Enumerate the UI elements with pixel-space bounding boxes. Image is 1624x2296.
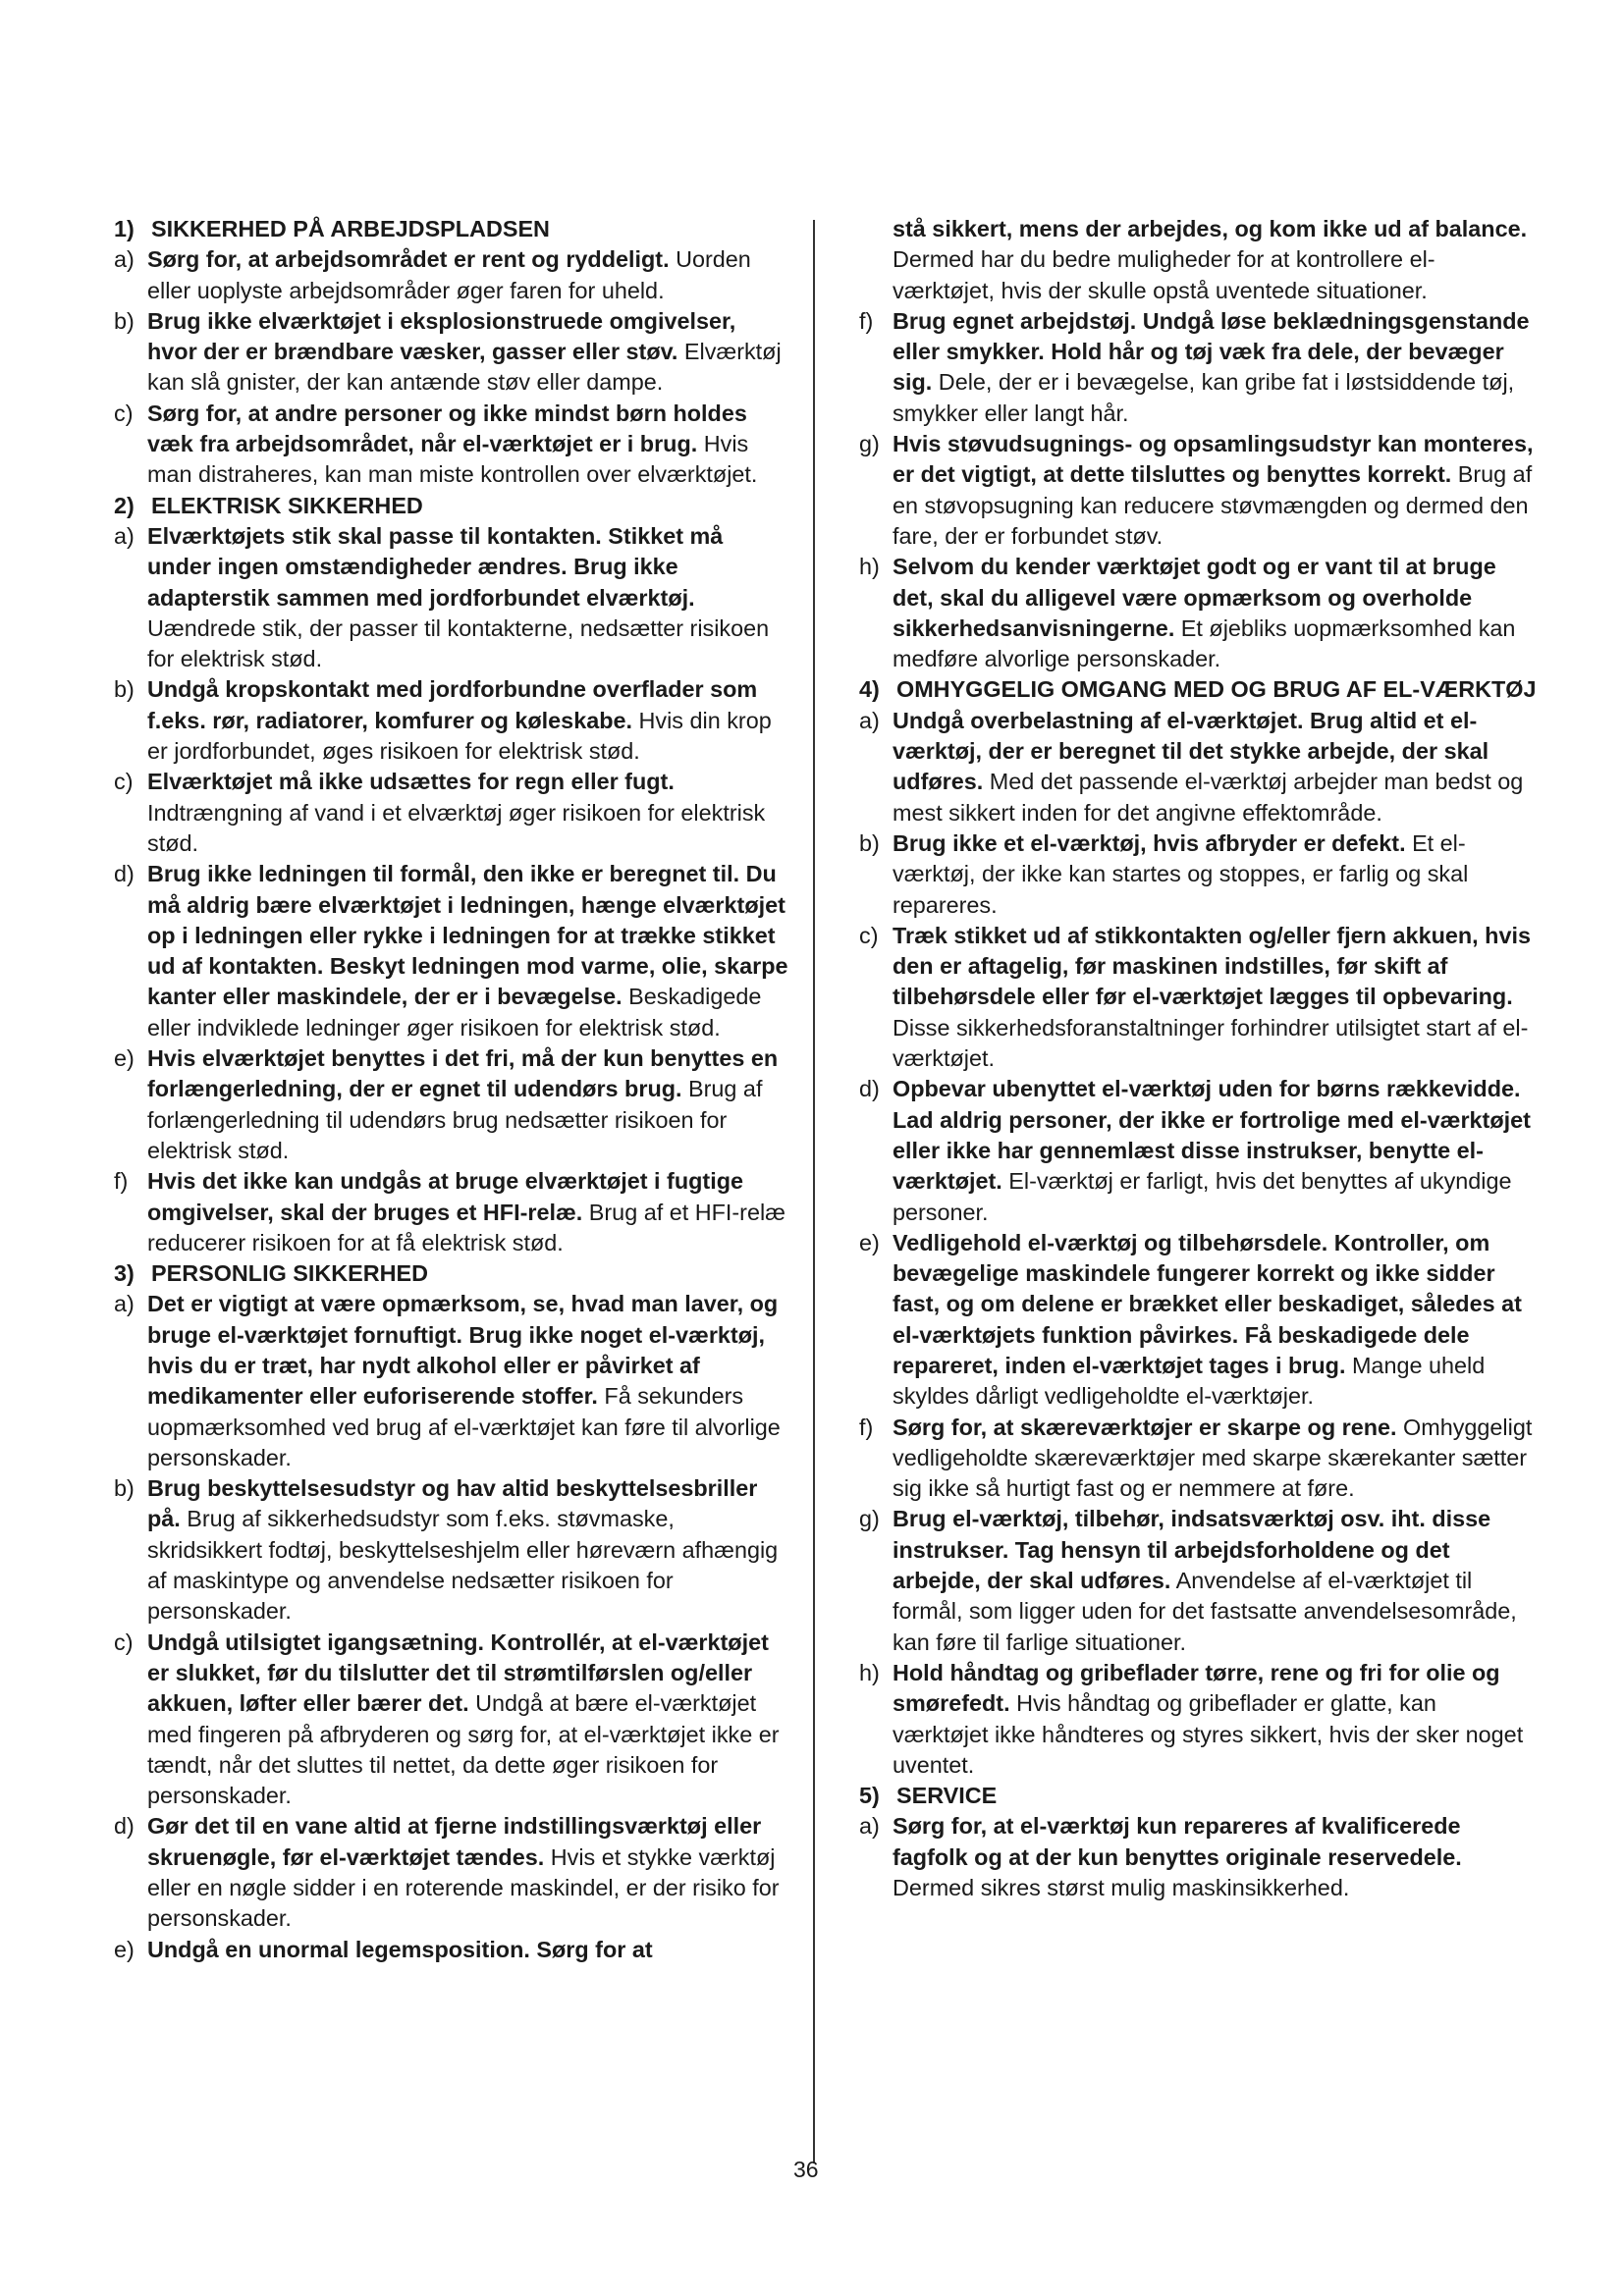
item-bold-text: Opbevar ubenyttet el-værktøj uden for børns rækkevidde. Lad aldrig personer, der ikke er fortrolige med el-værktøjet eller ikke har gennemlæst disse instrukser, benytte el-værktøjet.: [893, 1076, 1531, 1195]
item-text: Brug af forlængerledning til udendørs brug nedsætter risikoen for elektrisk stød.: [147, 1076, 763, 1163]
item-letter: f): [859, 307, 874, 334]
item-letter: f): [859, 1414, 874, 1440]
item-text: Hvis man distraheres, kan man miste kontrollen over elværktøjet.: [147, 431, 758, 488]
item-letter: b): [114, 1475, 135, 1502]
list-item: [859, 1228, 1537, 1413]
list-item: [859, 552, 1537, 674]
item-letter: f): [114, 1168, 129, 1195]
item-text: Uændrede stik, der passer til kontakterne, nedsætter risikoen for elektrisk stød.: [147, 614, 770, 672]
list-item: [114, 1289, 791, 1473]
item-letter: g): [859, 1506, 880, 1532]
item-text: Dermed sikres størst mulig maskinsikkerhed.: [893, 1875, 1350, 1901]
item-bold-text: Undgå overbelastning af el-værktøjet. Brug altid et el-værktøj, der er beregnet til det stykke arbejde, der skal udføres.: [893, 707, 1489, 795]
section-heading: [114, 1258, 791, 1289]
list-item: [114, 306, 791, 399]
left-column: [114, 214, 791, 1965]
item-bold-text: Brug el-værktøj, tilbehør, indsatsværktøj osv. iht. disse instrukser. Tag hensyn til arbejdsforholdene og det arbejde, der skal udføres.: [893, 1506, 1491, 1594]
item-text: Få sekunders uopmærksomhed ved brug af el-værktøjet kan føre til alvorlige personskader.: [147, 1383, 781, 1470]
item-text: Hvis din krop er jordforbundet, øges risikoen for elektrisk stød.: [147, 707, 772, 765]
list-item: [114, 1811, 791, 1934]
list-item: [859, 828, 1537, 921]
item-bold-text: Sørg for, at arbejdsområdet er rent og ryddeligt.: [147, 246, 670, 273]
item-text: Brug af en støvopsugning kan reducere støvmængden og dermed den fare, der er forbundet støv.: [893, 461, 1533, 549]
item-bold-text: Hold håndtag og gribeflader tørre, rene og fri for olie og smørefedt.: [893, 1659, 1500, 1717]
item-bold-text: Gør det til en vane altid at fjerne indstillingsværktøj eller skruenøgle, før el-værktøjet tændes.: [147, 1813, 762, 1870]
item-letter: c): [114, 1629, 134, 1655]
section-title: OMHYGGELIG OMGANG MED OG BRUG AF EL-VÆRKTØJ: [896, 676, 1537, 703]
item-text: Uorden eller uoplyste arbejdsområder øger faren for uheld.: [147, 246, 751, 303]
section-number: 1): [114, 216, 135, 241]
item-text: Dermed har du bedre muligheder for at kontrollere el-værktøjet, hvis der skulle opstå uventede situationer.: [893, 246, 1435, 303]
section-heading: [114, 214, 791, 244]
item-bold-text: Det er vigtigt at være opmærksom, se, hvad man laver, og bruge el-værktøjet fornuftigt. Brug ikke noget el-værktøj, hvis du er træt, har nydt alkohol eller er påvirket af medikamenter eller euforiserende stoffer.: [147, 1291, 779, 1410]
item-bold-text: Vedligehold el-værktøj og tilbehørsdele. Kontroller, om bevægelige maskindele fungerer korrekt og ikke sidder fast, og om delene er brækket eller beskadiget, således at el-værktøjets funktion påvirkes. Få beskadigede dele repareret, inden el-værktøjet tages i brug.: [893, 1229, 1522, 1378]
item-bold-text: Sørg for, at skæreværktøjer er skarpe og rene.: [893, 1414, 1397, 1440]
list-item: [114, 1628, 791, 1812]
item-bold-text: Undgå kropskontakt med jordforbundne overflader som f.eks. rør, radiatorer, komfurer og køleskabe.: [147, 676, 758, 733]
list-item: [114, 674, 791, 767]
column-divider: [813, 220, 815, 2163]
list-item: [859, 1658, 1537, 1781]
item-letter: a): [859, 707, 880, 733]
list-item-continuation: [859, 214, 1537, 306]
item-bold-text: Sørg for, at el-værktøj kun repareres af kvalificerede fagfolk og at der kun benyttes originale reservedele.: [893, 1813, 1462, 1870]
list-item: [859, 1074, 1537, 1227]
section-number: 4): [859, 676, 880, 703]
section-title: SERVICE: [896, 1783, 998, 1809]
item-bold-text: Brug egnet arbejdstøj. Undgå løse beklædningsgenstande eller smykker. Hold hår og tøj væk fra dele, der bevæger sig.: [893, 307, 1530, 396]
list-item: [859, 1811, 1537, 1903]
item-bold-text: Hvis støvudsugnings- og opsamlingsudstyr kan monteres, er det vigtigt, at dette tilsluttes og benyttes korrekt.: [893, 431, 1534, 488]
item-letter: g): [859, 431, 880, 457]
item-text: Et øjebliks uopmærksomhed kan medføre alvorlige personskader.: [893, 614, 1516, 672]
item-letter: a): [859, 1813, 880, 1840]
item-letter: b): [114, 307, 135, 334]
item-bold-text: Elværktøjet må ikke udsættes for regn eller fugt.: [147, 769, 675, 795]
item-text: Hvis et stykke værktøj eller en nøgle sidder i en roterende maskindel, er der risiko for personskader.: [147, 1843, 780, 1932]
section-title: PERSONLIG SIKKERHED: [151, 1260, 429, 1287]
item-text: Brug af sikkerhedsudstyr som f.eks. støvmaske, skridsikkert fodtøj, beskyttelseshjelm eller høreværn afhængig af maskintype og anvendelse nedsætter risikoen for personskader.: [147, 1506, 779, 1625]
item-letter: e): [114, 1045, 135, 1072]
list-item: [114, 1166, 791, 1258]
right-column: [859, 214, 1537, 1903]
item-letter: d): [859, 1076, 880, 1102]
item-bold-text: Elværktøjets stik skal passe til kontakten. Stikket må under ingen omstændigheder ændres. Brug ikke adapterstik sammen med jordforbundet elværktøj.: [147, 522, 724, 611]
section-heading: [859, 674, 1537, 705]
list-item: [859, 429, 1537, 552]
item-bold-text: stå sikkert, mens der arbejdes, og kom ikke ud af balance.: [893, 216, 1528, 241]
item-letter: b): [114, 676, 135, 703]
item-letter: c): [114, 769, 134, 795]
item-text: Beskadigede eller indviklede ledninger øger risikoen for elektrisk stød.: [147, 984, 762, 1041]
section-heading: [859, 1781, 1537, 1811]
item-bold-text: Træk stikket ud af stikkontakten og/eller fjern akkuen, hvis den er aftagelig, før maskinen indstilles, før skift af tilbehørsdele eller før el-værktøjet lægges til opbevaring.: [893, 922, 1531, 1010]
item-text: Mange uheld skyldes dårligt vedligeholdte el-værktøjer.: [893, 1352, 1486, 1410]
item-text: Indtrængning af vand i et elværktøj øger risikoen for elektrisk stød.: [147, 799, 766, 856]
list-item: [114, 521, 791, 674]
item-letter: h): [859, 1659, 880, 1685]
item-letter: h): [859, 554, 880, 580]
item-text: Hvis håndtag og gribeflader er glatte, kan værktøjet ikke håndteres og styres sikkert, hvis der sker noget uventet.: [893, 1690, 1524, 1778]
item-letter: d): [114, 861, 135, 887]
item-text: Dele, der er i bevægelse, kan gribe fat i løstsiddende tøj, smykker eller langt hår.: [893, 369, 1515, 426]
list-item: [114, 1935, 791, 1965]
section-number: 3): [114, 1260, 135, 1287]
item-bold-text: Hvis det ikke kan undgås at bruge elværktøjet i fugtige omgivelser, skal der bruges et HFI-relæ.: [147, 1168, 744, 1225]
item-text: Disse sikkerhedsforanstaltninger forhindrer utilsigtet start af el-værktøjet.: [893, 1014, 1529, 1072]
list-item: [114, 859, 791, 1043]
item-letter: b): [859, 829, 880, 856]
item-text: Omhyggeligt vedligeholdte skæreværktøjer med skarpe skærekanter sætter sig ikke så hurtigt fast og er nemmere at føre.: [893, 1414, 1533, 1502]
item-text: Et el-værktøj, der ikke kan startes og stoppes, er farlig og skal repareres.: [893, 829, 1469, 918]
list-item: [859, 1413, 1537, 1505]
item-bold-text: Brug ikke et el-værktøj, hvis afbryder er defekt.: [893, 829, 1406, 856]
item-letter: c): [859, 922, 879, 948]
list-item: [859, 1504, 1537, 1657]
list-item: [114, 1043, 791, 1166]
item-bold-text: Sørg for, at andre personer og ikke mindst børn holdes væk fra arbejdsområdet, når el-værktøjet er i brug.: [147, 400, 747, 457]
item-bold-text: Selvom du kender værktøjet godt og er vant til at bruge det, skal du alligevel være opmærksom og overholde sikkerhedsanvisningerne.: [893, 554, 1496, 641]
item-bold-text: Undgå utilsigtet igangsætning. Kontrollér, at el-værktøjet er slukket, før du tilslutter det til strømtilførslen og/eller akkuen, løfter eller bærer det.: [147, 1629, 769, 1717]
list-item: [114, 399, 791, 491]
item-text: El-værktøj er farligt, hvis det benyttes af ukyndige personer.: [893, 1168, 1512, 1225]
item-bold-text: Brug beskyttelsesudstyr og hav altid beskyttelsesbriller på.: [147, 1475, 758, 1532]
item-text: Med det passende el-værktøj arbejder man bedst og mest sikkert inden for det angivne effektområde.: [893, 769, 1524, 826]
item-bold-text: Brug ikke ledningen til formål, den ikke er beregnet til. Du må aldrig bære elværktøjet i ledningen, hænge elværktøjet op i ledningen eller rykke i ledningen for at trække stikket ud af kontakten. Beskyt ledningen mod varme, olie, skarpe kanter eller maskindele, der er i bevægelse.: [147, 861, 788, 1010]
page-number: 36: [793, 2157, 819, 2182]
item-letter: d): [114, 1813, 135, 1840]
item-text: Brug af et HFI-relæ reducerer risikoen for at få elektrisk stød.: [147, 1199, 785, 1255]
list-item: [859, 306, 1537, 429]
list-item: [859, 706, 1537, 828]
item-text: Undgå at bære el-værktøjet med fingeren på afbryderen og sørg for, at el-værktøjet ikke er tændt, når det sluttes til nettet, da dette øger risikoen for personskader.: [147, 1690, 780, 1809]
item-bold-text: Brug ikke elværktøjet i eksplosionstruede omgivelser, hvor der er brændbare væsker, gasser eller støv.: [147, 307, 736, 365]
section-heading: [114, 491, 791, 521]
item-text: Elværktøj kan slå gnister, der kan antænde støv eller dampe.: [147, 339, 782, 396]
item-letter: a): [114, 1291, 135, 1317]
item-bold-text: Hvis elværktøjet benyttes i det fri, må der kun benyttes en forlængerledning, der er egnet til udendørs brug.: [147, 1045, 779, 1102]
item-letter: c): [114, 400, 134, 426]
section-number: 5): [859, 1783, 880, 1809]
item-letter: e): [859, 1229, 880, 1255]
list-item: [859, 921, 1537, 1074]
item-letter: a): [114, 522, 135, 549]
list-item: [114, 767, 791, 859]
item-letter: e): [114, 1936, 135, 1962]
item-bold-text: Undgå en unormal legemsposition. Sørg for at: [147, 1936, 653, 1962]
item-letter: a): [114, 246, 135, 273]
section-title: ELEKTRISK SIKKERHED: [151, 492, 423, 518]
list-item: [114, 244, 791, 306]
section-number: 2): [114, 492, 135, 518]
section-title: SIKKERHED PÅ ARBEJDSPLADSEN: [151, 216, 550, 241]
item-text: Anvendelse af el-værktøjet til formål, som ligger uden for det fastsatte anvendelsesområde, kan føre til farlige situationer.: [893, 1568, 1517, 1655]
list-item: [114, 1473, 791, 1627]
